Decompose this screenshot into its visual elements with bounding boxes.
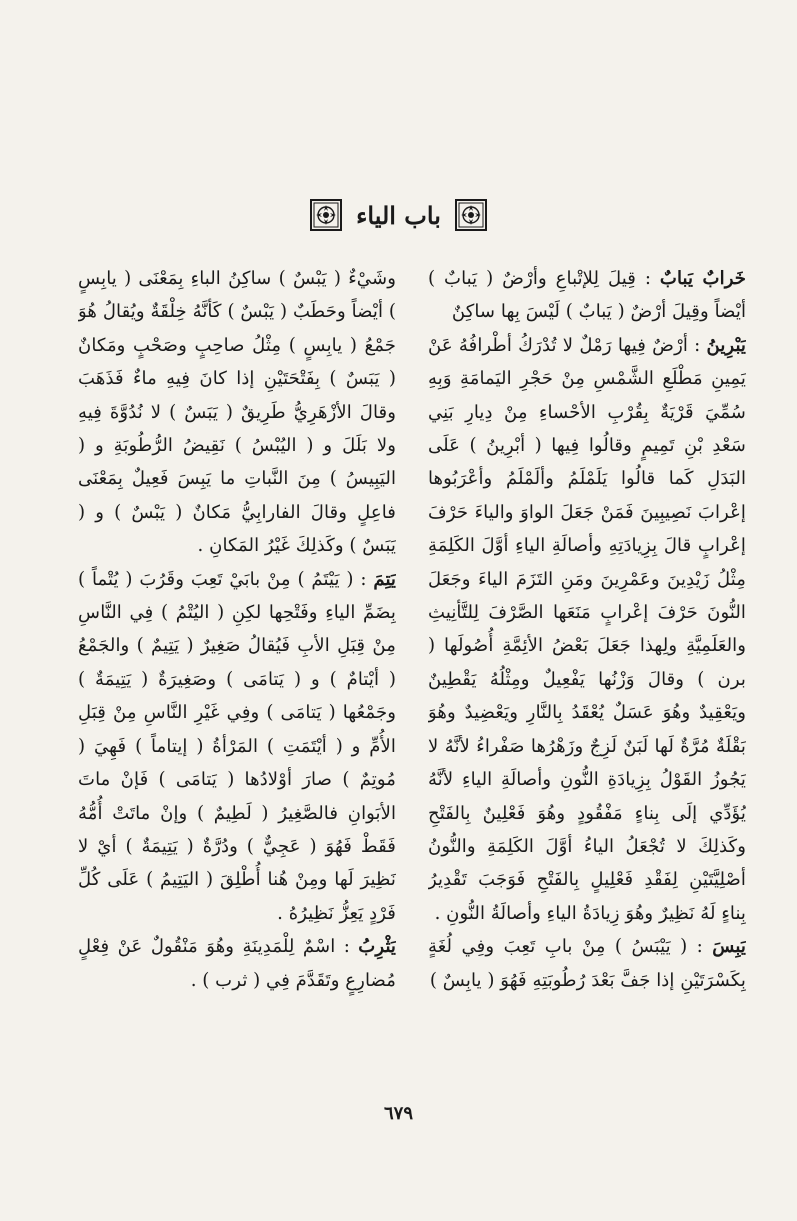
entry-headword: يَثْرِبُ xyxy=(358,936,396,958)
entry-text: : ( يَيْبَسُ ) مِنْ بابِ تَعِبَ وفِي لُغَةٍ بِكَسْرَتَيْنِ إذا جَفَّ بَعْدَ رُطُوبَتِهِ فَهُوَ ( يابِسٌ ) xyxy=(428,936,746,991)
entry-headword: خَرابٌ يَبابٌ xyxy=(659,268,746,289)
entry-headword: يَتِمَ xyxy=(373,568,396,590)
entry-yabab xyxy=(428,262,746,329)
page-columns xyxy=(78,262,746,1102)
page-number: ٦٧٩ xyxy=(383,1103,413,1124)
right-column xyxy=(428,262,746,1102)
chapter-header xyxy=(0,193,797,237)
entry-yatima xyxy=(78,563,396,930)
entry-yabisa-continued xyxy=(78,262,396,563)
entry-text: : اسْمٌ لِلْمَدِينَةِ وهُوَ مَنْقُولٌ عَنْ فِعْلٍ مُضارِعٍ وتَقَدَّمَ فِي ( ثرب ) . xyxy=(78,936,396,991)
entry-yathrib xyxy=(78,930,396,997)
chapter-title: باب الياء xyxy=(356,200,441,230)
entry-text: وشَيْءٌ ( يَبْسٌ ) ساكِنُ الباءِ بِمَعْنَى ( يابِسٍ ) أيْضاً وحَطَبٌ ( يَبْسٌ ) كَأنَّهُ خِلْقَةٌ ويُقالُ هُوَ جَمْعُ ( يابِسٍ ) مِثْلُ صاحِبٍ وصَحْبٍ ومَكانٌ ( يَبَسٌ ) بِفَتْحَتَيْنِ إذا كانَ فِيهِ ماءٌ فَذَهَبَ وقالَ الأزْهَرِيُّ طَرِيقٌ ( يَبَسٌ ) لا نُدُوَّةَ فِيهِ ولا بَلَلَ و ( اليُبْسُ ) نَقِيضُ الرُّطُوبَةِ و ( اليَبِيسُ ) مِنَ النَّباتِ ما يَبِسَ فَعِيلٌ بِمَعْنَى فاعِلٍ وقالَ الفارابِيُّ مَكانٌ ( يَبْسٌ ) و ( يَبَسٌ ) وكَذلِكَ غَيْرُ المَكانِ . xyxy=(78,268,396,557)
right-ornament-icon xyxy=(455,199,487,231)
entry-headword: يَبْرِينُ xyxy=(706,334,746,356)
entry-yabrin xyxy=(428,329,746,930)
left-column xyxy=(78,262,396,1102)
entry-text: : قِيلَ لِلإتْباعِ وأرْضٌ ( يَبابٌ ) أيْضاً وقِيلَ أرْضٌ ( يَبابٌ ) لَيْسَ بِها ساكِنٌ xyxy=(428,268,746,323)
entry-text: : ( يَيْتَمُ ) مِنْ بابَيْ تَعِبَ وقَرُبَ ( يُتْماً ) بِضَمِّ الياءِ وفَتْحِها لكِنِ ( اليُتْمُ ) فِي النَّاسِ مِنْ قِبَلِ الأبِ فَيُقالُ صَغِيرٌ ( يَتِيمٌ ) والجَمْعُ ( أيْتامٌ ) و ( يَتامَى ) وصَغِيرَةٌ ( يَتِيمَةٌ ) وجَمْعُها ( يَتامَى ) وفِي غَيْرِ النَّاسِ مِنْ قِبَلِ الأُمِّ و ( أيْتَمَتِ ) المَرْأةُ ( إيتاماً ) فَهِيَ ( مُوتِمٌ ) صارَ أوْلادُها ( يَتامَى ) فَإنْ ماتَ الأبَوانِ فالصَّغِيرُ ( لَطِيمٌ ) وإنْ ماتَتْ أُمُّهُ فَقَطْ فَهُوَ ( عَجِيٌّ ) ودُرَّةٌ ( يَتِيمَةٌ ) أيْ لا نَظِيرَ لَها ومِنْ هُنا أُطْلِقَ ( اليَتِيمُ ) عَلَى كُلِّ فَرْدٍ يَعِزُّ نَظِيرُهُ . xyxy=(78,568,396,924)
entry-headword: يَبِسَ xyxy=(712,936,746,958)
entry-text: : أرْضٌ فِيها رَمْلٌ لا تُدْرَكُ أطْرافُهُ عَنْ يَمِينِ مَطْلَعِ الشَّمْسِ مِنْ حَجْرِ اليَمامَةِ وَبِهِ سُمِّيَ قَرْيَةٌ بِقُرْبِ الأحْساءِ مِنْ دِيارِ بَنِي سَعْدِ بْنِ تَمِيمٍ وقالُوا فِيها ( أبْرِينُ ) عَلَى البَدَلِ كَما قالُوا يَلَمْلَمُ وألَمْلَمُ وأعْرَبُوها إعْرابَ نَصِيبِينَ فَمَنْ جَعَلَ الواوَ والياءَ حَرْفَ إعْرابٍ قالَ بِزِيادَتِهِ وأصالَةِ الياءِ أوَّلَ الكَلِمَةِ مِثْلُ زَيْدِينَ وعَمْرِينَ ومَنِ التَزَمَ الياءَ وجَعَلَ النُّونَ حَرْفَ إعْرابٍ مَنَعَها الصَّرْفَ لِلتَّأنِيثِ والعَلَمِيَّةِ ولِهذا جَعَلَ بَعْضُ الأئِمَّةِ أُصُولَها ( برن ) وقالَ وَزْنُها يَفْعِيلٌ ومِثْلُهُ يَقْطِينٌ ويَعْقِيدٌ وهُوَ عَسَلٌ يُعْقَدُ بِالنَّارِ ويَعْضِيدٌ وهُوَ بَقْلَةٌ مُرَّةٌ لَها لَبَنٌ لَزِجٌ وزَهْرُها صَفْراءُ لأنَّهُ لا يَجُوزُ القَوْلُ بِزِيادَةِ النُّونِ وأصالَةِ الياءِ لأنَّهُ يُؤَدِّي إلَى بِناءٍ مَفْقُودٍ وهُوَ فَعْلِينٌ بِالفَتْحِ وكَذلِكَ لا تُجْعَلُ الياءُ أوَّلَ الكَلِمَةِ والنُّونُ أصْلِيَّتَيْنِ لِفَقْدِ فَعْلِيلٍ بِالفَتْحِ فَوَجَبَ تَقْدِيرُ بِناءٍ لَهُ نَظِيرٌ وهُوَ زِيادَةُ الياءِ وأصالَةُ النُّونِ . xyxy=(428,334,746,924)
left-ornament-icon xyxy=(310,199,342,231)
entry-yabisa xyxy=(428,930,746,997)
